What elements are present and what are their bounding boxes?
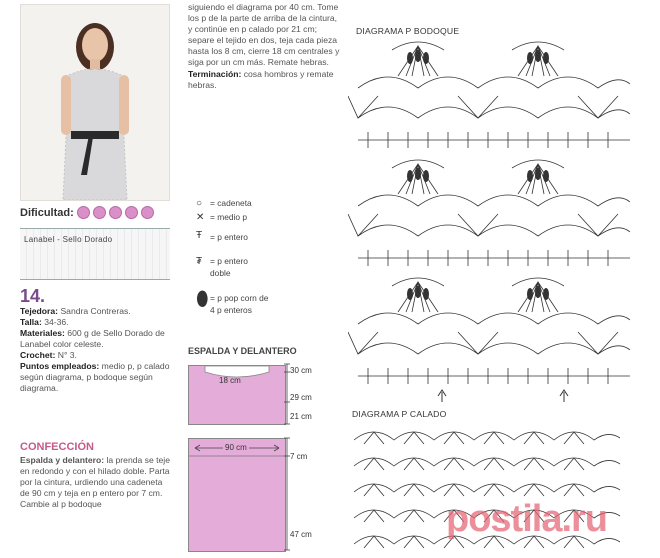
pattern-details [20, 306, 170, 394]
detail-text: medio p, p calado según diagrama, p bodoque según diagrama. [20, 361, 170, 393]
detail-text: 34-36. [44, 317, 69, 327]
difficulty-label: Dificultad: [20, 206, 74, 219]
detail-label: Puntos empleados: [20, 361, 100, 371]
legend-item: = p pop corn de [210, 293, 269, 303]
difficulty-rating [20, 206, 154, 219]
model-photo [20, 4, 170, 201]
treble-crochet-icon: ₮ [196, 256, 203, 267]
measure-7: 7 cm [290, 452, 308, 461]
top-piece-schematic [188, 365, 286, 425]
confeccion-text [20, 455, 170, 510]
yarn-brand-strip [20, 228, 170, 280]
legend-item: = p entero [210, 232, 248, 242]
popcorn-icon: ⬮ [196, 288, 209, 310]
watermark: postila.ru [446, 498, 608, 540]
cross-stitch-icon: ✕ [196, 212, 205, 223]
double-crochet-icon: Ŧ [196, 230, 203, 241]
measure-47: 47 cm [290, 530, 312, 539]
chain-icon: ○ [196, 198, 203, 209]
legend-item-cont: 4 p enteros [210, 305, 252, 315]
detail-label: Talla: [20, 317, 42, 327]
confeccion-body: la prenda se teje en redondo y con el hilado doble. Parta por la cintura, urdiendo una cadeneta de 90 cm y teja en p entero por 7 cm. Cambie al p bodoque [20, 455, 170, 509]
difficulty-ball-icon [77, 206, 90, 219]
detail-label: Crochet: [20, 350, 56, 360]
diagram-calado-title: DIAGRAMA P CALADO [352, 409, 447, 419]
measure-29: 29 cm [290, 393, 312, 402]
terminacion-lead: Terminación: [188, 69, 242, 79]
measure-21: 21 cm [290, 412, 312, 421]
difficulty-ball-icon [141, 206, 154, 219]
continuation-text: siguiendo el diagrama por 40 cm. Tome los p de la parte de arriba de la cintura, y continúe en p calado por 21 cm; separe el tejido en dos, teja cada pieza hasta los 8 cm, cierre 18 cm centrales y siga por un cm más. Remate hebras. [188, 2, 340, 67]
legend-item: = medio p [210, 212, 248, 222]
difficulty-ball-icon [93, 206, 106, 219]
legend-item: = cadeneta [210, 198, 252, 208]
measure-30: 30 cm [290, 366, 312, 375]
brand-label: Lanabel - Sello Dorado [24, 235, 113, 244]
detail-label: Tejedora: [20, 306, 59, 316]
detail-text: 600 g de Sello Dorado de Lanabel color celeste. [20, 328, 165, 349]
detail-label: Materiales: [20, 328, 65, 338]
instructions-continued [188, 2, 340, 91]
neck-measure: 18 cm [219, 376, 241, 385]
difficulty-ball-icon [109, 206, 122, 219]
dimension-ticks [284, 362, 292, 552]
bodoque-stitch-diagram [348, 36, 638, 406]
terminacion-text: cosa hombros y remate hebras. [188, 69, 334, 90]
diagram-bodoque-title: DIAGRAMA P BODOQUE [356, 26, 460, 36]
confeccion-heading: CONFECCIÓN [20, 441, 94, 453]
pattern-number: 14. [20, 286, 46, 306]
legend-item: = p entero [210, 256, 248, 266]
confeccion-lead: Espalda y delantero: [20, 455, 105, 465]
skirt-schematic [188, 438, 286, 552]
difficulty-ball-icon [125, 206, 138, 219]
detail-text: Sandra Contreras. [60, 306, 131, 316]
detail-text: N° 3. [57, 350, 77, 360]
legend-item-cont: doble [210, 268, 231, 278]
width-measure: 90 cm [225, 443, 247, 452]
schematic-title: ESPALDA Y DELANTERO [188, 346, 297, 356]
